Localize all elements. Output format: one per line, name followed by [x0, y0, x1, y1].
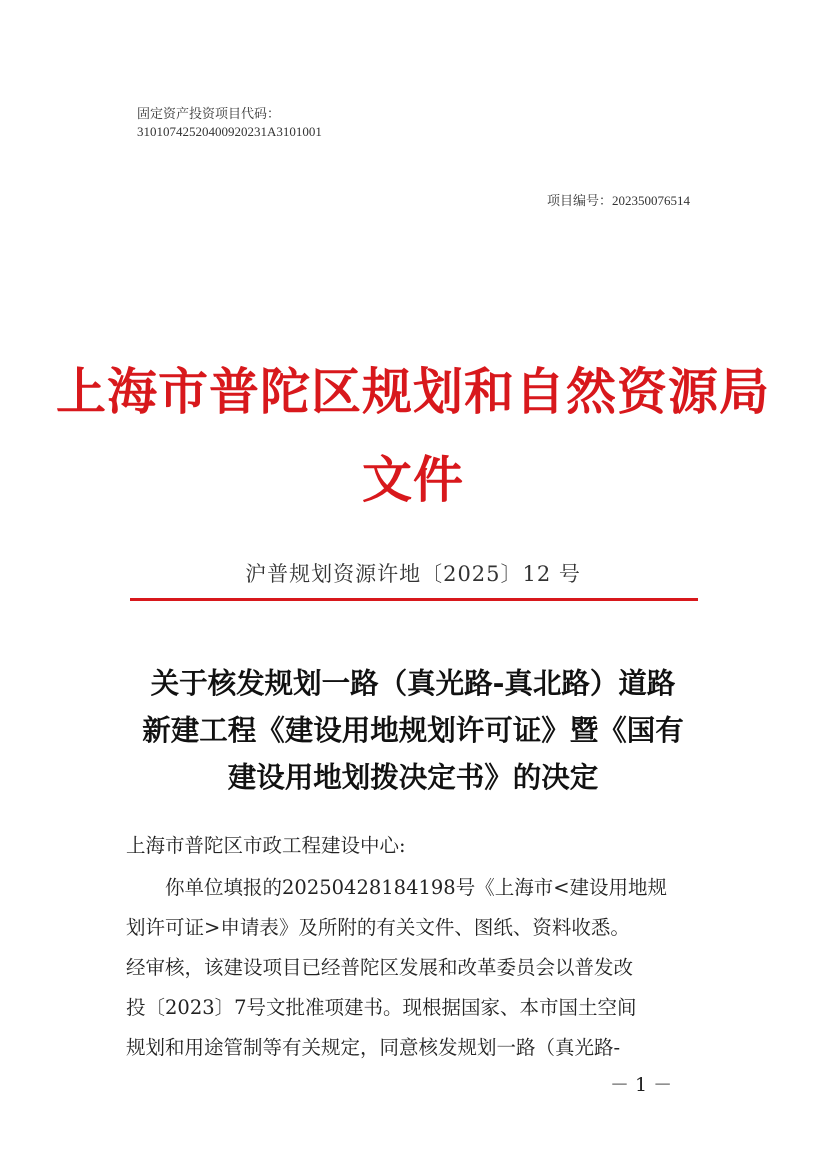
subject-line: 新建工程《建设用地规划许可证》暨《国有 — [142, 713, 684, 747]
addressee: 上海市普陀区市政工程建设中心: — [126, 834, 406, 857]
body-paragraph — [126, 868, 706, 1068]
subject-line: 建设用地划拨决定书》的决定 — [227, 760, 599, 794]
subject-line: 关于核发规划一路（真光路-真北路）道路 — [150, 666, 676, 700]
red-divider-line — [130, 598, 698, 601]
document-number: 沪普规划资源许地〔2025〕12 号 — [245, 562, 581, 586]
agency-name: 上海市普陀区规划和自然资源局 — [56, 362, 770, 421]
subject-title — [120, 660, 706, 801]
body-line: 划许可证>申请表》及所附的有关文件、图纸、资料收悉。 — [126, 916, 630, 939]
body-line: 投〔2023〕7号文批准项建书。现根据国家、本市国土空间 — [126, 996, 637, 1019]
body-line: 规划和用途管制等有关规定，同意核发规划一路（真光路- — [126, 1036, 621, 1059]
page-number: － 1 － — [610, 1074, 673, 1096]
body-line: 你单位填报的20250428184198号《上海市<建设用地规 — [126, 876, 668, 899]
document-type-title: 文件 — [362, 450, 464, 509]
fixed-asset-code-label: 固定资产投资项目代码： — [137, 106, 281, 121]
project-number: 项目编号：202350076514 — [546, 193, 690, 208]
body-line: 经审核，该建设项目已经普陀区发展和改革委员会以普发改 — [126, 956, 634, 979]
fixed-asset-code-value: 31010742520400920231A3101001 — [137, 124, 322, 139]
